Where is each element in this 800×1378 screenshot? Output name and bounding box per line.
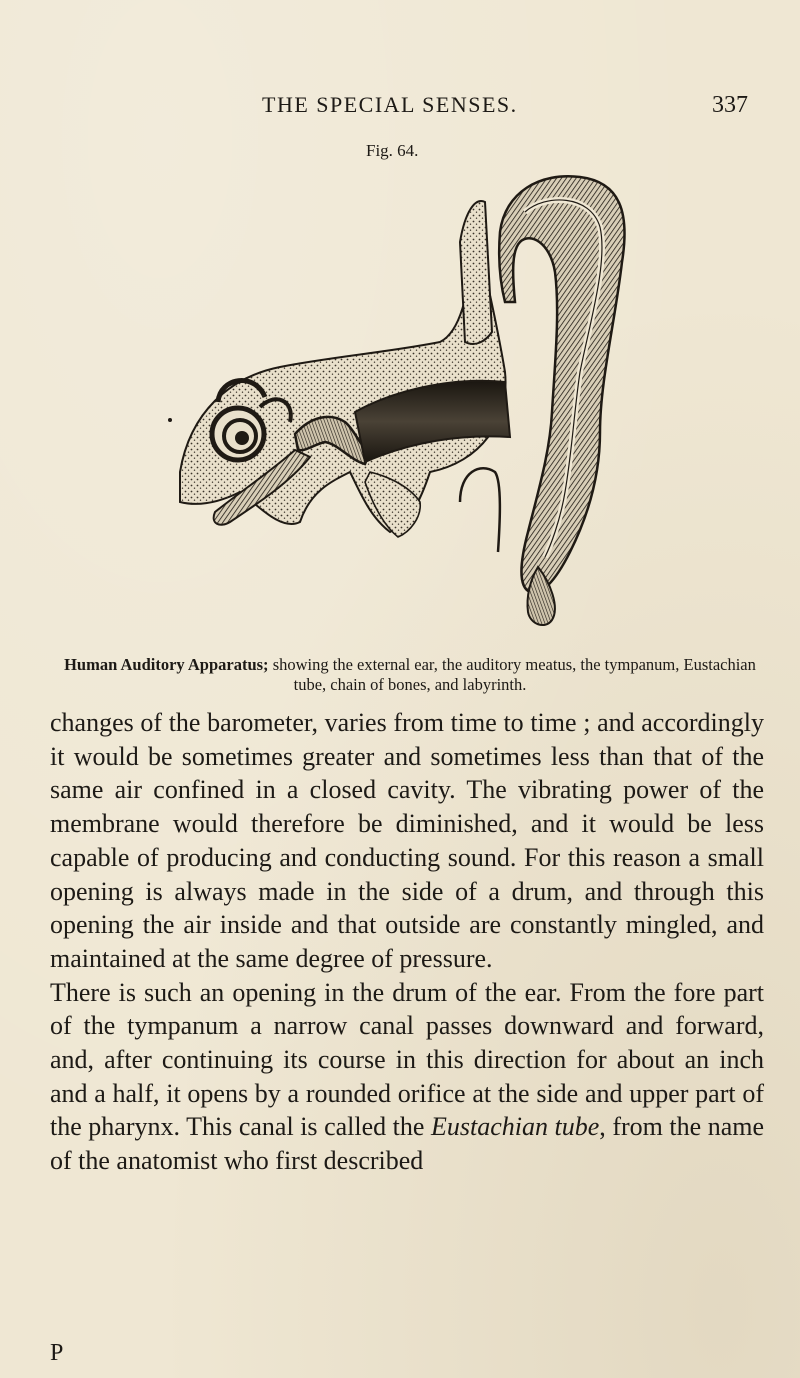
cochlea-inner	[235, 431, 249, 445]
ear-anatomy-illustration	[160, 172, 660, 632]
stray-mark	[168, 418, 172, 422]
running-head	[262, 92, 748, 122]
figure-caption	[50, 655, 770, 695]
pinna	[499, 176, 624, 593]
paragraph-2-end: , from the name of the anatomist who first described	[50, 1112, 764, 1176]
eustachian-tube-term: Eustachian tube	[430, 1112, 600, 1142]
caption-head: Human Auditory Apparatus;	[64, 655, 269, 674]
caption-text: showing the external ear, the auditory meatus, the tympanum, Eustachian tube, chain of bones, and labyrinth.	[268, 655, 756, 694]
concha-curve	[460, 468, 500, 552]
figure-label: Fig. 64.	[366, 141, 419, 160]
body-text	[50, 706, 764, 1178]
paragraph-1: changes of the barometer, varies from time to time ; and accordingly it would be sometimes greater and sometimes less than that of the same air confined in a closed cavity. The vibrating power of the membrane would therefore be diminished, and it would be less capable of producing and conducting sound. For this reason a small opening is always made in the side of a drum, and through this opening the air inside and that outside are constantly mingled, and maintained at the same degree of pressure.	[50, 708, 764, 973]
signature-mark: P	[50, 1340, 64, 1366]
running-title: THE SPECIAL SENSES.	[262, 92, 518, 117]
upper-bone-strip	[460, 201, 492, 344]
paragraph-2-start: There is such an opening in the drum of the ear. From the fore part of the tympanum a narrow canal passes downward and forward, and, after continuing its course in this direction for about an inch and a half, it opens by a rounded orifice at the side and upper part of the pharynx. This canal is called the	[50, 977, 764, 1142]
paragraph-2	[50, 976, 764, 1178]
page-number: 337	[712, 92, 748, 118]
